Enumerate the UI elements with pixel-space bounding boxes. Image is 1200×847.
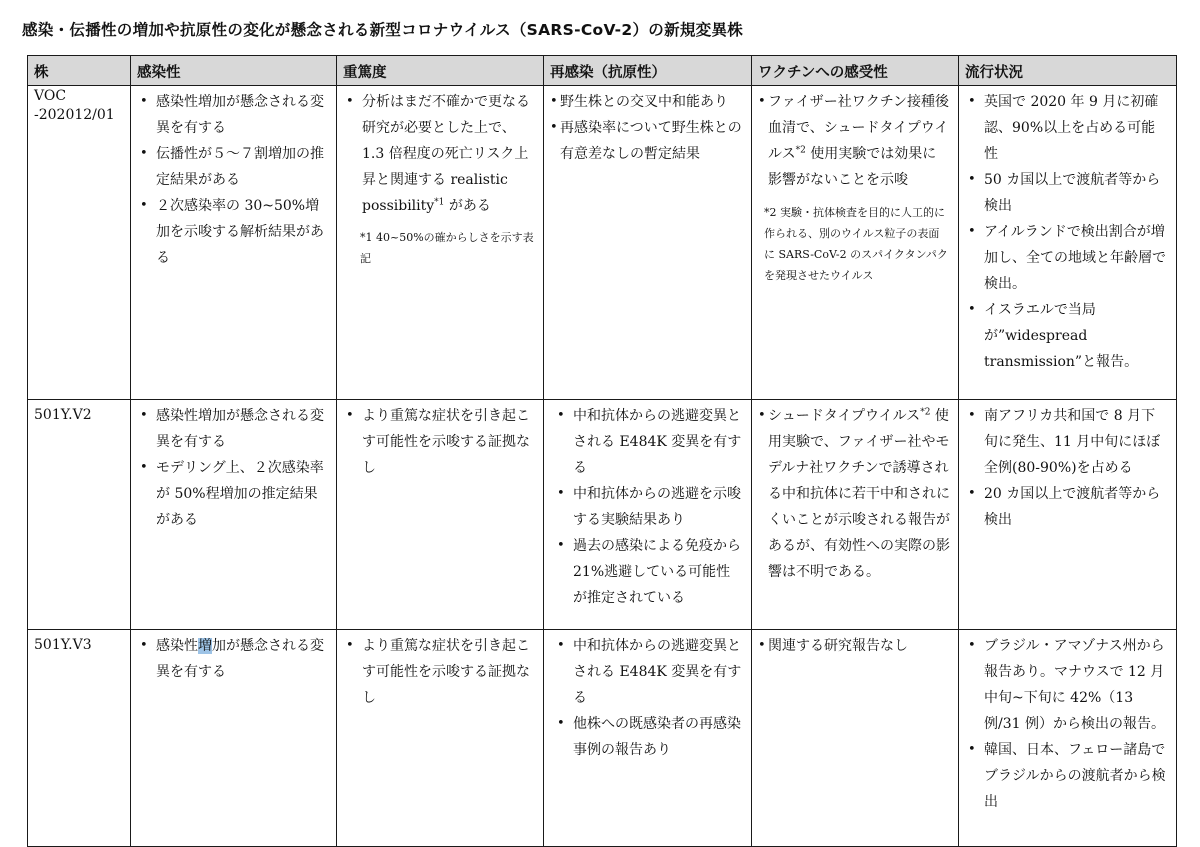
strain-name: 501Y.V2 bbox=[34, 407, 92, 423]
severity-text: 分析はまだ不確かで更なる研究が必要とした上で、1.3 倍程度の死亡リスク上昇と関連する realistic possibility bbox=[362, 94, 530, 214]
list-item: • ２次感染率の 30~50%増加を示唆する解析結果がある bbox=[137, 193, 328, 271]
infectivity-text-end: 加が懸念される変異を有する bbox=[156, 638, 324, 680]
list-item: • 伝播性が５～７割増加の推定結果がある bbox=[137, 141, 328, 193]
vaccine-text-end: 使用実験では効果に影響がないことを示唆 bbox=[768, 146, 937, 188]
vaccine-cell bbox=[752, 86, 959, 400]
vaccine-text-end: 使用実験で、ファイザー社やモデルナ社ワクチンで誘導される中和抗体に若干中和されにくいことが示唆される報告があるが、有効性への実際の影響は不明である。 bbox=[768, 408, 950, 580]
vaccine-cell bbox=[752, 630, 959, 847]
list-item bbox=[758, 403, 950, 585]
strain-cell bbox=[28, 400, 131, 630]
list-item: • アイルランドで検出割合が増加し、全ての地域と年齢層で検出。 bbox=[965, 219, 1168, 297]
header-row bbox=[28, 56, 1177, 86]
list-item: • 中和抗体からの逃避変異とされる E484K 変異を有する bbox=[554, 403, 743, 481]
severity-text-end: がある bbox=[444, 198, 491, 214]
list-item: • 野生株との交叉中和能あり bbox=[550, 89, 743, 115]
variants-table bbox=[27, 55, 1177, 847]
list-item: • より重篤な症状を引き起こす可能性を示唆する証拠なし bbox=[343, 633, 535, 711]
list-item: • モデリング上、２次感染率が 50%程増加の推定結果がある bbox=[137, 455, 328, 533]
list-item bbox=[343, 89, 535, 219]
footnote-marker: *2 bbox=[795, 145, 806, 156]
list-item: • 他株への既感染者の再感染事例の報告あり bbox=[554, 711, 743, 763]
list-item bbox=[137, 633, 328, 685]
severity-cell bbox=[337, 400, 544, 630]
infectivity-text: 感染性 bbox=[156, 638, 198, 654]
list-item: • 再感染率について野生株との有意差なしの暫定結果 bbox=[550, 115, 743, 167]
epidemic-cell bbox=[959, 86, 1177, 400]
reinfection-cell bbox=[544, 86, 752, 400]
text-selection-highlight: 増 bbox=[198, 638, 212, 654]
footnote: *2 実験・抗体検査を目的に人工的に作られる、別のウイルス粒子の表面に SARS-CoV-2 のスパイクタンパクを発現させたウイルス bbox=[764, 206, 948, 282]
severity-cell bbox=[337, 86, 544, 400]
footnote: *1 40~50%の確からしさを示す表記 bbox=[360, 231, 534, 265]
strain-name-cont: -202012/01 bbox=[34, 107, 115, 123]
strain-name: VOC bbox=[34, 88, 67, 104]
list-item: • 関連する研究報告なし bbox=[758, 633, 950, 659]
infectivity-cell bbox=[131, 86, 337, 400]
reinfection-cell bbox=[544, 630, 752, 847]
header-infectivity: 感染性 bbox=[131, 56, 337, 86]
list-item: • 中和抗体からの逃避を示唆する実験結果あり bbox=[554, 481, 743, 533]
list-item: • 過去の感染による免疫から 21%逃避している可能性が推定されている bbox=[554, 533, 743, 611]
header-severity: 重篤度 bbox=[337, 56, 544, 86]
table-row bbox=[28, 400, 1177, 630]
epidemic-cell bbox=[959, 400, 1177, 630]
list-item: • 南アフリカ共和国で 8 月下旬に発生、11 月中旬にほぼ全例(80-90%)を占める bbox=[965, 403, 1168, 481]
infectivity-cell bbox=[131, 400, 337, 630]
table-row bbox=[28, 86, 1177, 400]
footnote-marker: *2 bbox=[920, 407, 931, 418]
vaccine-text: シュードタイプウイルス bbox=[768, 408, 921, 424]
strain-cell bbox=[28, 86, 131, 400]
list-item bbox=[758, 89, 950, 193]
vaccine-text: ファイザー社ワクチン接種後血清で、シュードタイプウイルス bbox=[768, 94, 950, 162]
list-item: • 英国で 2020 年 9 月に初確認、90%以上を占める可能性 bbox=[965, 89, 1168, 167]
epidemic-cell bbox=[959, 630, 1177, 847]
vaccine-cell bbox=[752, 400, 959, 630]
reinfection-cell bbox=[544, 400, 752, 630]
header-epidemic: 流行状況 bbox=[959, 56, 1177, 86]
footnote-marker: *1 bbox=[434, 197, 445, 208]
list-item: • より重篤な症状を引き起こす可能性を示唆する証拠なし bbox=[343, 403, 535, 481]
list-item: • 中和抗体からの逃避変異とされる E484K 変異を有する bbox=[554, 633, 743, 711]
infectivity-cell bbox=[131, 630, 337, 847]
list-item: • ブラジル・アマゾナス州から報告あり。マナウスで 12 月中旬~下旬に 42%（13 例/31 例）から検出の報告。 bbox=[965, 633, 1168, 737]
strain-name: 501Y.V3 bbox=[34, 637, 92, 653]
list-item: • 50 カ国以上で渡航者等から検出 bbox=[965, 167, 1168, 219]
list-item: • 感染性増加が懸念される変異を有する bbox=[137, 89, 328, 141]
table-row bbox=[28, 630, 1177, 847]
strain-cell bbox=[28, 630, 131, 847]
list-item: • 韓国、日本、フェロー諸島でブラジルからの渡航者から検出 bbox=[965, 737, 1168, 815]
header-reinfection: 再感染（抗原性） bbox=[544, 56, 752, 86]
list-item: • イスラエルで当局が”widespread transmission”と報告。 bbox=[965, 297, 1168, 375]
page-title: 感染・伝播性の増加や抗原性の変化が懸念される新型コロナウイルス（SARS-CoV-2）の新規変異株 bbox=[22, 21, 744, 39]
severity-cell bbox=[337, 630, 544, 847]
list-item: • 感染性増加が懸念される変異を有する bbox=[137, 403, 328, 455]
header-strain: 株 bbox=[28, 56, 131, 86]
list-item: • 20 カ国以上で渡航者等から検出 bbox=[965, 481, 1168, 533]
header-vaccine: ワクチンへの感受性 bbox=[752, 56, 959, 86]
